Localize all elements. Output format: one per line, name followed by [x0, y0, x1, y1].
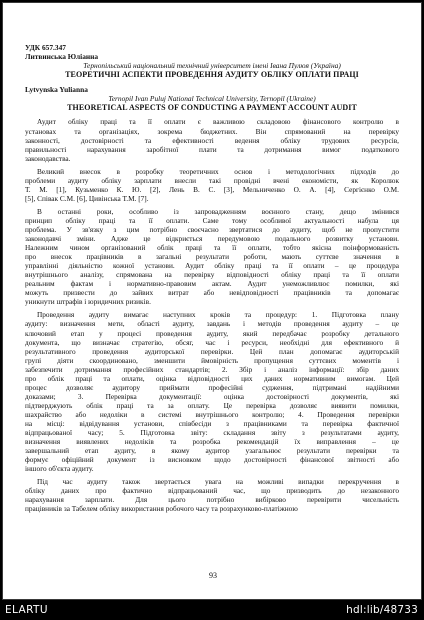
paragraph-line: проблема. У зв'язку з цим потрібно своєчасно звертатися до аудиту, щоб не пропустити [25, 224, 399, 234]
paragraph-line: управлінні діяльністю кожної установи. Аудит обліку праці та її оплати – це процедура [25, 261, 399, 271]
paragraph-line: законодавства. [25, 153, 71, 163]
article-body [25, 117, 399, 513]
article-title-uk: ТЕОРЕТИЧНІ АСПЕКТИ ПРОВЕДЕННЯ АУДИТУ ОБЛІКУ ОПЛАТИ ПРАЦІ [65, 70, 359, 80]
paragraph-line: внутрішнього аналізу, спрямована на перевірку відповідності обліку праці та її оплати [25, 270, 399, 280]
paragraph-line: групі діяти скоординовано, зменшити ймовірність пропущення суттєвих моментів і [25, 355, 399, 365]
paragraph [25, 207, 399, 307]
page-number: 93 [209, 571, 217, 580]
paragraph-line: забезпечити дотримання професійних стандартів; 2. Збір і аналіз інформації: збір даних [25, 364, 399, 374]
paragraph [25, 477, 399, 513]
paragraph-line: працівників за Табелем обліку використання робочого часу та розрахунково-платіжною [25, 504, 298, 514]
paragraph-line: законності, достовірності та ефективності ведення обліку трудових ресурсів, [25, 135, 399, 145]
paragraph-line: ключовий етап у процесі проведення аудиту, який передбачає розробку детального [25, 328, 399, 338]
paragraph-line: визначення виявлених недоліків та розробка рекомендацій їх виправлення – це [25, 437, 399, 447]
paragraph-line: Належним чином організований облік праці та її оплати, тобто якісна поінформованість [25, 243, 399, 253]
paragraph-line: обліку даних про фактично відпрацьований час, що призводить до незаконного [25, 486, 399, 496]
page-content [25, 43, 399, 517]
paragraph-line: іншого об'єкта аудиту. [25, 464, 94, 474]
paragraph-line: процес дозволяє аудитору приймати професійні судження, підтримані надійними [25, 382, 399, 392]
paragraph-line: Великий внесок в розробку теоретичних основ і методологічних підходів до [37, 166, 399, 176]
paragraph-line: Т. М. [1], Кузьменко К. Ю. [2], Лень В. С. [3], Мельниченко О. А. [4], Сергієнко О.М. [25, 184, 399, 194]
paragraph-line: принцип обліку праці та її оплати. Саме тому особливої актуальності набула ця [25, 215, 399, 225]
paragraph-line: документа, що визначає стратегію, обсяг, час і ресурси, необхідні для ефективного й [25, 337, 399, 347]
paragraph-line: про внесок працівників в загальні результати роботи, мають суттєве значення в [25, 252, 399, 262]
paragraph-line: установах та організаціях, зокрема бюджетних. Він спрямований на перевірку [25, 126, 399, 136]
paragraph-line: про облік праці та оплати, оцінка відповідності цих даних нормативним вимогам. Цей [25, 373, 399, 383]
paragraph-line: аудиту: визначення мети, області аудиту, завдань і методів проведення аудиту – це [25, 319, 399, 329]
document-page [2, 2, 422, 600]
paragraph [25, 117, 399, 162]
author-name-uk: Литвинська Юліанна [25, 52, 99, 62]
paragraph-line: реальним фактам і нормативно-правовим актам. Аудит унеможливлює помилки, які [25, 279, 399, 289]
paragraph-line: можуть призвести до зайвих витрат або невідповідності працівників та допомагає [25, 288, 399, 298]
affiliation-en: Ternopil Ivan Puluj National Technical University, Ternopil (Ukraine) [108, 94, 316, 104]
paragraph-line: Аудит обліку праці та її оплати є важливою складовою фінансового контролю в [37, 117, 399, 127]
paragraph-line: [5], Співак С.М. [6], Цивінська Т.М. [7]. [25, 193, 149, 203]
paragraph-line: доказами; 3. Перевірка документації: оцінка достовірності документів, які [25, 391, 399, 401]
paragraph [25, 167, 399, 203]
paragraph-line: шахрайство або недоліки в системі внутрішнього контролю; 4. Проведення перевірки [25, 409, 399, 419]
paragraph-line: формує офіційний документ із висновком щодо достовірності фінансової звітності або [25, 455, 399, 465]
paragraph-line: нарахування зарплати. Для цього потрібно вибірково перевірити чисельність [25, 495, 399, 505]
paragraph-line: відпрацьованої часу; 5. Підготовка звіту: складання звіту з результатами аудиту, [25, 428, 399, 438]
paragraph-line: Під час аудиту також звертається увага на можливі випадки перекручення в [37, 477, 399, 487]
paragraph-line: В останні роки, особливо із запровадженням воєнного стану, дещо змінився [37, 206, 399, 216]
paragraph-line: Проведення аудиту вимагає наступних кроків та процедур: 1. Підготовка плану [37, 310, 399, 320]
affiliation-uk: Тернопільський національний технічний університет імені Івана Пулюя (Україна) [83, 61, 341, 71]
footer-repository-label: ELARTU [5, 604, 48, 616]
author-name-en: Lytvynska Yulianna [25, 85, 88, 95]
paragraph-line: проблеми аудиту обліку зарплати внесли такі провідні вчені економісти, як Королюк [25, 175, 399, 185]
paragraph [25, 310, 399, 473]
paragraph-line: законодавчі зміни. Адже це відкриється передумовою подального розвитку установи. [25, 234, 399, 244]
paragraph-line: уникнути штрафів і юридичних ризиків. [25, 297, 151, 307]
paragraph-line: результативного проведення аудиторської перевірки. Цей план допомагає аудиторській [25, 346, 399, 356]
footer-handle-id: hdl:lib/48733 [346, 604, 418, 616]
paragraph-line: завершальний етап аудиту, в якому аудитор узагальнює результати перевірки та [25, 446, 399, 456]
article-title-en: THEORETICAL ASPECTS OF CONDUCTING A PAYMENT ACCOUNT AUDIT [67, 103, 357, 113]
paragraph-line: на місці: відвідування установи, співбесіди з працівниками та перевірка фактичної [25, 418, 399, 428]
paragraph-line: підтверджують облік праці та за оплату. Це перевірка дозволяє виявити помилки, [25, 400, 399, 410]
udc-code: УДК 657.347 [25, 43, 66, 52]
paragraph-line: правильності нарахування заробітної плати та дотримання вимог податкового [25, 144, 399, 154]
